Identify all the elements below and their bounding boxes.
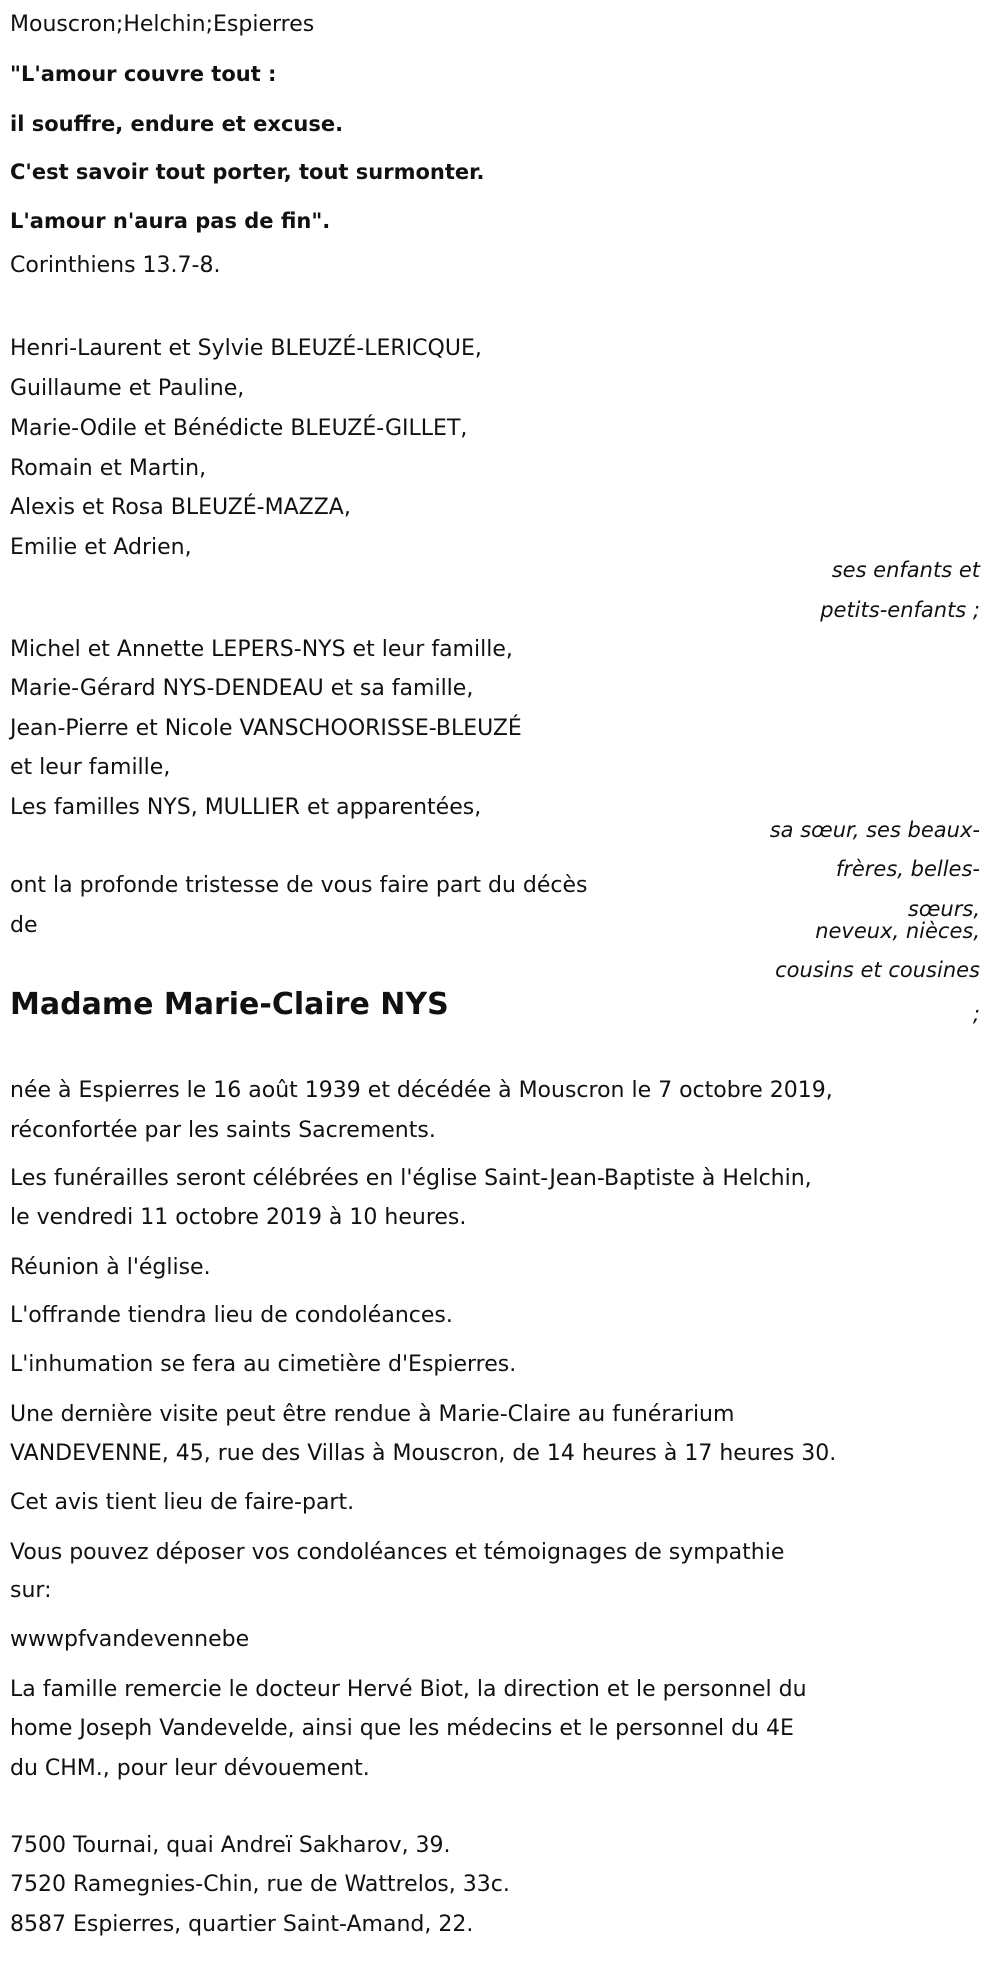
detail-line: La famille remercie le docteur Hervé Biot, la direction et le personnel du	[10, 1677, 807, 1702]
family-role: neveux, nièces,	[815, 919, 980, 943]
deceased-name: Madame Marie-Claire NYS	[10, 987, 449, 1022]
address-line: 7500 Tournai, quai Andreï Sakharov, 39.	[10, 1833, 451, 1858]
address-line: 7520 Ramegnies-Chin, rue de Wattrelos, 33c.	[10, 1872, 510, 1897]
family-role: cousins et cousines	[775, 958, 980, 982]
family-line: Les familles NYS, MULLIER et apparentées,	[10, 795, 482, 820]
family-line: Jean-Pierre et Nicole VANSCHOORISSE-BLEUZÉ	[10, 716, 522, 741]
family-line: Alexis et Rosa BLEUZÉ-MAZZA,	[10, 495, 351, 520]
address-line: 8587 Espierres, quartier Saint-Amand, 22.	[10, 1912, 474, 1937]
website-link[interactable]: wwwpfvandevennebe	[10, 1627, 250, 1652]
quote-reference: Corinthiens 13.7-8.	[10, 253, 221, 278]
family-line: Romain et Martin,	[10, 456, 207, 481]
detail-line: home Joseph Vandevelde, ainsi que les médecins et le personnel du 4E	[10, 1716, 794, 1741]
detail-line: le vendredi 11 octobre 2019 à 10 heures.	[10, 1205, 467, 1230]
quote-line: "L'amour couvre tout :	[10, 62, 277, 86]
quote-line: il souffre, endure et excuse.	[10, 112, 344, 136]
quote-line: C'est savoir tout porter, tout surmonter.	[10, 160, 485, 184]
family-line: et leur famille,	[10, 755, 171, 780]
locations: Mouscron;Helchin;Espierres	[10, 12, 315, 37]
detail-line: réconfortée par les saints Sacrements.	[10, 1118, 436, 1143]
family-role: ;	[972, 1002, 980, 1026]
family-role: frères, belles-	[835, 857, 980, 881]
quote-line: L'amour n'aura pas de fin".	[10, 209, 331, 233]
detail-line: sur:	[10, 1578, 52, 1603]
detail-line: Réunion à l'église.	[10, 1255, 211, 1280]
family-role: petits-enfants ;	[820, 598, 980, 622]
announcement-line: de	[10, 913, 38, 938]
detail-line: Les funérailles seront célébrées en l'église Saint-Jean-Baptiste à Helchin,	[10, 1166, 812, 1191]
detail-line: Cet avis tient lieu de faire-part.	[10, 1490, 355, 1515]
family-line: Marie-Odile et Bénédicte BLEUZÉ-GILLET,	[10, 416, 468, 441]
family-line: Marie-Gérard NYS-DENDEAU et sa famille,	[10, 676, 474, 701]
detail-line: Vous pouvez déposer vos condoléances et témoignages de sympathie	[10, 1540, 785, 1565]
family-role: sœurs,	[907, 897, 980, 921]
detail-line: du CHM., pour leur dévouement.	[10, 1756, 370, 1781]
detail-line: L'inhumation se fera au cimetière d'Espierres.	[10, 1352, 517, 1377]
family-line: Michel et Annette LEPERS-NYS et leur famille,	[10, 637, 513, 662]
family-line: Guillaume et Pauline,	[10, 376, 245, 401]
family-role: ses enfants et	[831, 558, 980, 582]
family-line: Emilie et Adrien,	[10, 535, 192, 560]
detail-line: Une dernière visite peut être rendue à Marie-Claire au funérarium	[10, 1402, 735, 1427]
family-line: Henri-Laurent et Sylvie BLEUZÉ-LERICQUE,	[10, 336, 482, 361]
family-role: sa sœur, ses beaux-	[769, 818, 980, 842]
detail-line: VANDEVENNE, 45, rue des Villas à Mouscron, de 14 heures à 17 heures 30.	[10, 1441, 837, 1466]
detail-line: L'offrande tiendra lieu de condoléances.	[10, 1303, 453, 1328]
detail-line: née à Espierres le 16 août 1939 et décédée à Mouscron le 7 octobre 2019,	[10, 1078, 833, 1103]
announcement-line: ont la profonde tristesse de vous faire part du décès	[10, 873, 588, 898]
